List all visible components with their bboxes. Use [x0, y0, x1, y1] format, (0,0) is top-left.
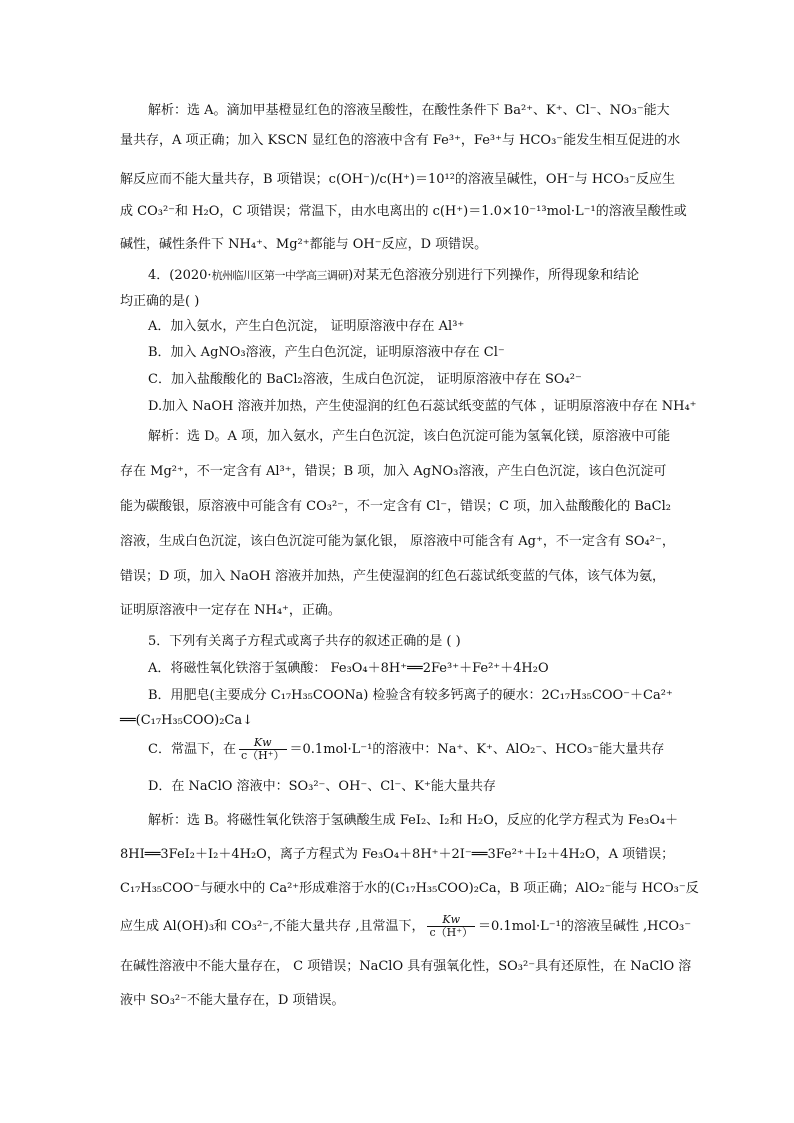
question-4-option-a: A．加入氨水，产生白色沉淀， 证明原溶液中存在 Al³⁺: [148, 319, 465, 334]
question-4-stem-text: )对某无色溶液分别进行下列操作，所得现象和结论: [348, 268, 640, 283]
answer-5-line-4-prefix: 应生成 Al(OH)₃和 CO₃²⁻,不能大量共存 ,且常温下，: [120, 919, 425, 934]
answer-3-line-2: 量共存，A 项正确；加入 KSCN 显红色的溶液中含有 Fe³⁺，Fe³⁺与 HCO₃⁻能发生相互促进的水: [120, 133, 681, 148]
question-4-option-d: D.加入 NaOH 溶液并加热，产生使湿润的红色石蕊试纸变蓝的气体 ，证明原溶液中存在 NH₄⁺: [148, 399, 697, 414]
question-5-option-a: A．将磁性氧化铁溶于氢碘酸： Fe₃O₄＋8H⁺══2Fe³⁺＋Fe²⁺＋4H₂O: [148, 661, 549, 676]
kw-fraction-2: [427, 914, 475, 939]
answer-5-line-1: 解析：选 B。将磁性氧化铁溶于氢碘酸生成 FeI₂、I₂和 H₂O，反应的化学方程式为 Fe₃O₄＋: [148, 813, 679, 828]
question-4-source: 杭州临川区第一中学高三调研: [211, 269, 349, 282]
answer-5-line-4: [120, 914, 691, 939]
answer-4-line-2: 存在 Mg²⁺，不一定含有 Al³⁺，错误；B 项，加入 AgNO₃溶液，产生白色沉淀，该白色沉淀可: [120, 464, 667, 479]
question-4-stem-line-1: [148, 267, 639, 285]
answer-5-line-5: 在碱性溶液中不能大量存在， C 项错误；NaClO 具有强氧化性，SO₃²⁻具有还原性，在 NaClO 溶: [120, 959, 692, 974]
question-5-option-b-line-2: ══(C₁₇H₃₅COO)₂Ca↓: [120, 713, 253, 728]
answer-3-line-4: 成 CO₃²⁻和 H₂O，C 项错误；常温下，由水电离出的 c(H⁺)＝1.0×10⁻¹³mol·L⁻¹的溶液呈酸性或: [120, 204, 687, 219]
answer-4-line-5: 错误；D 项，加入 NaOH 溶液并加热，产生使湿润的红色石蕊试纸变蓝的气体，该气体为氨，: [120, 569, 665, 584]
answer-3-line-3: 解反应而不能大量共存，B 项错误；c(OH⁻)/c(H⁺)＝10¹²的溶液呈碱性，OH⁻与 HCO₃⁻反应生: [120, 172, 675, 187]
kw-fraction: [239, 737, 287, 762]
answer-5-line-4-suffix: ＝0.1mol·L⁻¹的溶液呈碱性 ,HCO₃⁻: [478, 919, 692, 934]
answer-5-line-3: C₁₇H₃₅COO⁻与硬水中的 Ca²⁺形成难溶于水的(C₁₇H₃₅COO)₂Ca，B 项正确；AlO₂⁻能与 HCO₃⁻反: [120, 881, 699, 896]
kw-fraction-2-numerator: Kw: [427, 914, 475, 927]
question-5-option-c: [148, 737, 664, 762]
option-c-prefix: C．常温下，在: [148, 742, 236, 757]
question-4-number: 4．(2020·: [148, 268, 212, 283]
question-5-option-d: D．在 NaClO 溶液中：SO₃²⁻、OH⁻、Cl⁻、K⁺能大量共存: [148, 779, 496, 794]
question-4-option-b: B．加入 AgNO₃溶液，产生白色沉淀，证明原溶液中存在 Cl⁻: [148, 345, 505, 360]
answer-4-line-4: 溶液，生成白色沉淀，该白色沉淀可能为氯化银， 原溶液中可能含有 Ag⁺，不一定含有 SO₄²⁻，: [120, 534, 675, 549]
question-5-option-b-line-1: B．用肥皂(主要成分 C₁₇H₃₅COONa) 检验含有较多钙离子的硬水：2C₁₇H₃₅COO⁻＋Ca²⁺: [148, 688, 673, 703]
answer-4-line-6: 证明原溶液中一定存在 NH₄⁺，正确。: [120, 603, 341, 618]
answer-3-line-5: 碱性，碱性条件下 NH₄⁺、Mg²⁺都能与 OH⁻反应，D 项错误。: [120, 237, 488, 252]
answer-5-line-2: 8HI══3FeI₂＋I₂＋4H₂O，离子方程式为 Fe₃O₄＋8H⁺＋2I⁻══3Fe²⁺＋I₂＋4H₂O，A 项错误；: [120, 847, 675, 862]
answer-4-line-3: 能为碳酸银，原溶液中可能含有 CO₃²⁻，不一定含有 Cl⁻，错误；C 项，加入盐酸酸化的 BaCl₂: [120, 499, 671, 514]
answer-3-line-1: 解析：选 A。滴加甲基橙显红色的溶液呈酸性，在酸性条件下 Ba²⁺、K⁺、Cl⁻、NO₃⁻能大: [148, 103, 670, 118]
option-c-suffix: ＝0.1mol·L⁻¹的溶液中：Na⁺、K⁺、AlO₂⁻、HCO₃⁻能大量共存: [289, 742, 665, 757]
question-4-option-c: C．加入盐酸酸化的 BaCl₂溶液，生成白色沉淀， 证明原溶液中存在 SO₄²⁻: [148, 372, 582, 387]
answer-4-line-1: 解析：选 D。A 项，加入氨水，产生白色沉淀，该白色沉淀可能为氢氧化镁，原溶液中可能: [148, 429, 671, 444]
kw-fraction-numerator: Kw: [239, 737, 287, 750]
kw-fraction-2-denominator: c（H⁺）: [429, 926, 474, 939]
question-5-stem: 5．下列有关离子方程式或离子共存的叙述正确的是 ( ): [148, 634, 461, 649]
answer-5-line-6: 液中 SO₃²⁻不能大量存在，D 项错误。: [120, 993, 345, 1008]
kw-fraction-denominator: c（H⁺）: [240, 749, 285, 762]
question-4-stem-line-2: 均正确的是( ): [120, 294, 200, 309]
